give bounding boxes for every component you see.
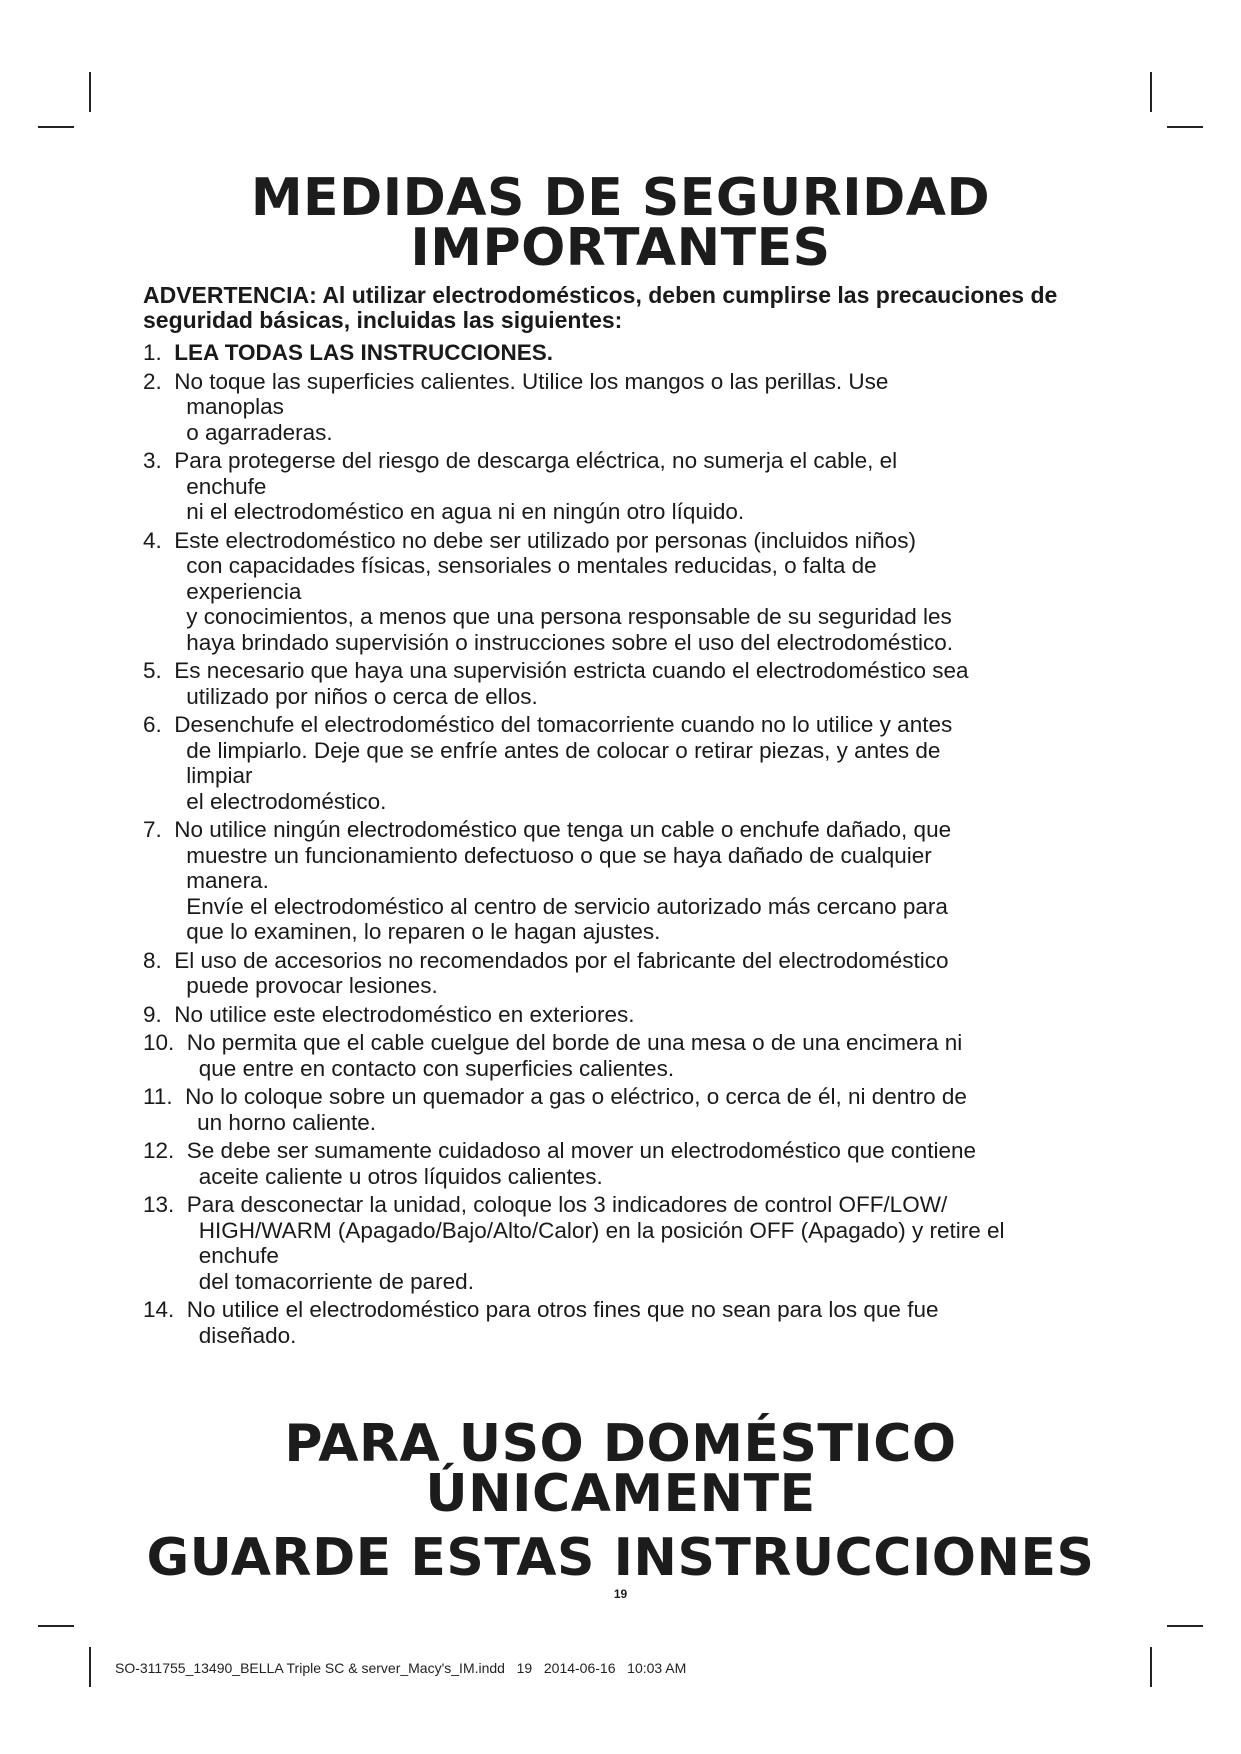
list-item-line: haya brindado supervisión o instrucciones sobre el uso del electrodoméstico. (186, 629, 953, 655)
list-item-text (187, 1297, 1118, 1348)
list-item-text (174, 712, 1118, 814)
list-item-line: enchufe (186, 473, 267, 499)
list-item (143, 340, 1118, 366)
list-item (143, 369, 1118, 446)
safety-instructions-list (143, 340, 1118, 1351)
list-item-line: manoplas (186, 394, 284, 419)
list-item-number: 9. (143, 1001, 175, 1027)
print-slug: SO-311755_13490_BELLA Triple SC & server_Macy's_IM.indd 19 2014-06-16 10:03 AM (115, 1660, 687, 1676)
list-item-line: diseñado. (198, 1322, 297, 1348)
list-item-number: 6. (143, 712, 175, 737)
list-item-line: No lo coloque sobre un quemador a gas o eléctrico, o cerca de él, ni dentro de (185, 1084, 967, 1109)
list-item-line: con capacidades físicas, sensoriales o mentales reducidas, o falta de (186, 553, 877, 578)
list-item-number: 13. (143, 1192, 187, 1217)
list-item-text (185, 1084, 1118, 1135)
crop-mark (1167, 126, 1203, 128)
list-item-number: 10. (143, 1030, 187, 1055)
crop-mark (89, 72, 91, 112)
list-item (143, 817, 1118, 945)
list-item-line: aceite caliente u otros líquidos calientes. (198, 1163, 603, 1189)
list-item-number: 8. (143, 947, 175, 973)
list-item-line: limpiar (186, 763, 253, 788)
page-number: 19 (613, 1587, 628, 1601)
list-item-number: 11. (143, 1084, 186, 1109)
list-item-line: No toque las superficies calientes. Utilice los mangos o las perillas. Use (174, 368, 889, 394)
crop-mark (1150, 1647, 1152, 1687)
list-item-line: enchufe (198, 1243, 279, 1268)
list-item-number: 3. (143, 448, 175, 473)
crop-mark (38, 1625, 74, 1627)
list-item (143, 1084, 1118, 1135)
list-item-line: del tomacorriente de pared. (198, 1268, 474, 1294)
list-item-line: No utilice ningún electrodoméstico que tenga un cable o enchufe dañado, que (174, 817, 952, 842)
list-item-line: Desenchufe el electrodoméstico del tomacorriente cuando no lo utilice y antes (174, 712, 953, 737)
list-item-line: utilizado por niños o cerca de ellos. (186, 683, 538, 709)
list-item-line: o agarraderas. (186, 419, 333, 445)
list-item-text (174, 1002, 1118, 1028)
list-item-line: Este electrodoméstico no debe ser utilizado por personas (incluidos niños) (174, 527, 916, 553)
list-item-line: LEA TODAS LAS INSTRUCCIONES. (174, 340, 554, 365)
list-item-text (187, 1192, 1118, 1294)
list-item-text (174, 817, 1118, 945)
list-item-text (187, 1030, 1118, 1081)
list-item-line: ni el electrodoméstico en agua ni en ningún otro líquido. (186, 499, 745, 524)
list-item-line: muestre un funcionamiento defectuoso o que se haya dañado de cualquier (186, 842, 932, 868)
crop-mark (89, 1647, 91, 1687)
list-item-line: No permita que el cable cuelgue del borde de una mesa o de una encimera ni (186, 1030, 963, 1055)
list-item-text (174, 658, 1118, 709)
footer-heading-line-3: GUARDE ESTAS INSTRUCCIONES (146, 1528, 1095, 1588)
list-item-text (174, 528, 1118, 656)
list-item-line: Para protegerse del riesgo de descarga eléctrica, no sumerja el cable, el (174, 448, 898, 473)
list-item-line: de limpiarlo. Deje que se enfríe antes de colocar o retirar piezas, y antes de (186, 737, 941, 763)
warning-paragraph (143, 283, 1103, 333)
list-item-line: Para desconectar la unidad, coloque los 3 indicadores de control OFF/LOW/ (186, 1192, 948, 1217)
crop-mark (1150, 72, 1152, 112)
list-item-line: El uso de accesorios no recomendados por el fabricante del electrodoméstico (174, 947, 949, 973)
list-item-number: 2. (143, 368, 175, 394)
warning-line-1: ADVERTENCIA: Al utilizar electrodomésticos, deben cumplirse las precauciones de (143, 282, 1058, 308)
list-item-number: 14. (143, 1297, 187, 1322)
page-title-line-1: MEDIDAS DE SEGURIDAD (250, 168, 991, 228)
footer-heading-line-1: PARA USO DOMÉSTICO (284, 1414, 957, 1474)
list-item-number: 7. (143, 817, 175, 842)
crop-mark (1167, 1625, 1203, 1627)
list-item-line: un horno caliente. (197, 1109, 377, 1135)
list-item-line: Se debe ser sumamente cuidadoso al mover un electrodoméstico que contiene (186, 1138, 976, 1163)
list-item (143, 1192, 1118, 1294)
list-item (143, 712, 1118, 814)
list-item-line: No utilice el electrodoméstico para otros fines que no sean para los que fue (186, 1297, 939, 1322)
list-item-line: manera. (186, 868, 269, 893)
warning-line-2: seguridad básicas, incluidas las siguientes: (143, 307, 623, 333)
list-item (143, 448, 1118, 525)
list-item-text (174, 448, 1118, 525)
list-item (143, 1002, 1118, 1028)
list-item (143, 1138, 1118, 1189)
list-item-line: y conocimientos, a menos que una persona responsable de su seguridad les (186, 604, 952, 629)
list-item-text (187, 1138, 1118, 1189)
list-item (143, 658, 1118, 709)
list-item-line: HIGH/WARM (Apagado/Bajo/Alto/Calor) en la posición OFF (Apagado) y retire el (198, 1217, 1005, 1243)
list-item-text (174, 948, 1118, 999)
list-item-line: experiencia (186, 578, 302, 604)
crop-mark (38, 126, 74, 128)
list-item-line: puede provocar lesiones. (186, 973, 438, 998)
list-item-number: 12. (143, 1138, 187, 1163)
list-item-number: 1. (143, 340, 175, 365)
list-item (143, 528, 1118, 656)
list-item (143, 948, 1118, 999)
list-item-line: que lo examinen, lo reparen o le hagan ajustes. (186, 919, 661, 944)
list-item (143, 1030, 1118, 1081)
list-item (143, 1297, 1118, 1348)
list-item-number: 4. (143, 527, 175, 553)
list-item-line: No utilice este electrodoméstico en exteriores. (174, 1001, 635, 1027)
page-title-line-2: IMPORTANTES (410, 218, 831, 278)
list-item-text (174, 369, 1118, 446)
list-item-line: el electrodoméstico. (186, 788, 387, 814)
list-item-line: Es necesario que haya una supervisión estricta cuando el electrodoméstico sea (174, 658, 969, 683)
list-item-number: 5. (143, 658, 175, 683)
list-item-line: que entre en contacto con superficies calientes. (198, 1055, 675, 1081)
list-item-line: Envíe el electrodoméstico al centro de servicio autorizado más cercano para (186, 893, 948, 919)
footer-heading-line-2: ÚNICAMENTE (425, 1464, 816, 1524)
list-item-text (174, 340, 1118, 366)
